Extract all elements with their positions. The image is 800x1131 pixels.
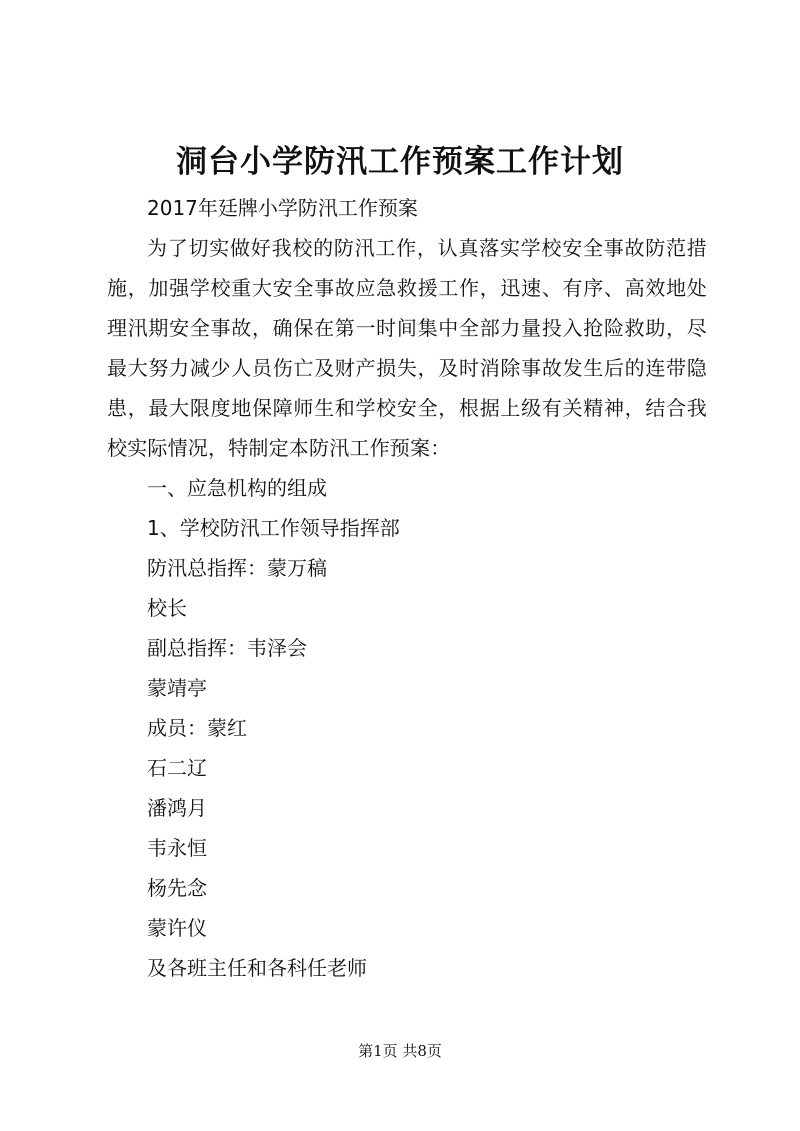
document-title: 洞台小学防汛工作预案工作计划 (176, 144, 624, 180)
list-item: 蒙许仪 (147, 916, 207, 940)
intro-paragraph: 为了切实做好我校的防汛工作，认真落实学校安全事故防范措施，加强学校重大安全事故应急救援工作，迅速、有序、高效地处理汛期安全事故，确保在第一时间集中全部力量投入抢险救助，尽最大努力减少人员伤亡及财产损失，及时消除事故发生后的连带隐患，最大限度地保障师生和学校安全，根据上级有关精神，结合我校实际情况，特制定本防汛工作预案： (107, 236, 707, 460)
list-item: 韦永恒 (147, 836, 207, 860)
document-body (107, 188, 707, 988)
list-item: 成员：蒙红 (147, 716, 247, 740)
list-item: 杨先念 (147, 876, 207, 900)
list-item: 及各班主任和各科任老师 (147, 956, 367, 980)
document-subtitle: 2017年廷牌小学防汛工作预案 (147, 196, 418, 220)
subsection-heading: 1、学校防汛工作领导指挥部 (147, 516, 400, 540)
list-item: 副总指挥：韦泽会 (147, 636, 307, 660)
list-item: 蒙靖亭 (147, 676, 207, 700)
section-heading: 一、应急机构的组成 (147, 476, 327, 500)
list-item: 石二辽 (147, 756, 207, 780)
list-item: 潘鸿月 (147, 796, 207, 820)
list-item: 防汛总指挥：蒙万稿 (147, 556, 327, 580)
page-footer: 第1页 共8页 (358, 1042, 442, 1060)
list-item: 校长 (147, 596, 187, 620)
